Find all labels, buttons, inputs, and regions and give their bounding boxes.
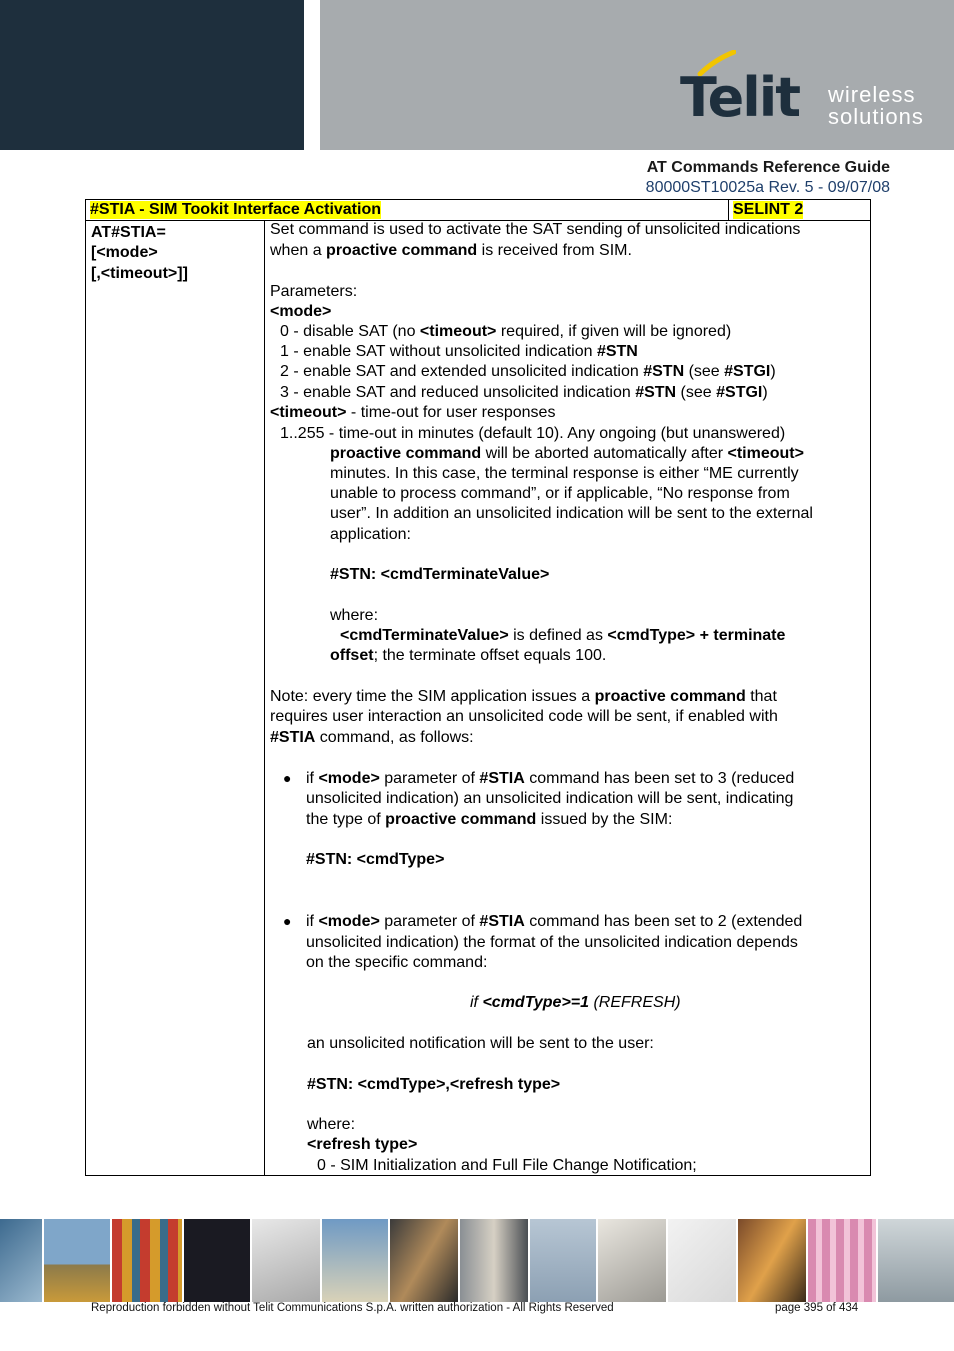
text-line <box>330 646 606 666</box>
text: if <box>470 994 483 1011</box>
text-line <box>280 362 776 382</box>
text: 3 - enable SAT and reduced unsolicited indication <box>280 384 636 401</box>
text: (see <box>676 384 717 401</box>
text: when a <box>270 242 327 259</box>
keyword: proactive command <box>330 445 482 462</box>
photo-tile <box>460 1219 528 1302</box>
param-name: <mode> <box>270 303 332 320</box>
syntax-line: [<mode> <box>91 244 158 262</box>
text-line <box>270 403 555 423</box>
keyword: <mode> <box>318 913 380 930</box>
keyword: #STN <box>596 343 638 360</box>
keyword: #STGI <box>724 363 771 380</box>
photo-tile <box>44 1219 110 1302</box>
text-line: on the specific command: <box>306 954 488 971</box>
text-line <box>306 810 672 830</box>
photo-tile <box>878 1219 954 1302</box>
keyword: <cmdType>=1 <box>482 994 590 1011</box>
text: 0 - disable SAT (no <box>280 323 420 340</box>
text-line: 1..255 - time-out in minutes (default 10). Any ongoing (but unanswered) <box>280 425 786 442</box>
logo-tagline-1: wireless <box>828 82 916 107</box>
command-syntax <box>91 223 188 284</box>
text-line <box>280 383 768 403</box>
header-dark-panel <box>0 0 304 150</box>
text-line <box>270 728 474 748</box>
unsolicited-code: #STN: <cmdType>,<refresh type> <box>307 1076 561 1093</box>
text-line: where: <box>307 1116 356 1133</box>
text-line: requires user interaction an unsolicited code will be sent, if enabled with <box>270 708 778 725</box>
text-line: minutes. In this case, the terminal response is either “ME currently <box>330 465 799 482</box>
text: the type of <box>306 811 386 828</box>
keyword: <mode> <box>318 770 380 787</box>
text: if <box>306 913 319 930</box>
param-name: <timeout> <box>270 404 347 421</box>
keyword: #STIA <box>270 729 316 746</box>
text-line: Parameters: <box>270 283 358 300</box>
photo-tile <box>0 1219 42 1302</box>
text-line <box>330 444 804 464</box>
text: ) <box>762 384 768 401</box>
guide-title: AT Commands Reference Guide <box>646 159 890 176</box>
bullet-icon: ● <box>283 913 292 929</box>
text: parameter of <box>379 770 480 787</box>
text-line <box>280 342 638 362</box>
keyword: offset <box>330 647 374 664</box>
photo-tile <box>184 1219 250 1302</box>
text: command, as follows: <box>315 729 474 746</box>
text-line <box>270 687 777 707</box>
photo-tile <box>252 1219 320 1302</box>
keyword: #STIA <box>479 770 525 787</box>
text: command has been set to 3 (reduced <box>524 770 795 787</box>
text-line: 0 - SIM Initialization and Full File Change Notification; <box>317 1157 697 1174</box>
telit-logo <box>676 50 946 134</box>
text: issued by the SIM: <box>536 811 673 828</box>
photo-tile <box>530 1219 596 1302</box>
column-divider <box>264 221 265 1176</box>
photo-tile <box>808 1219 876 1302</box>
keyword: #STN <box>643 363 685 380</box>
text-line <box>270 241 632 261</box>
keyword: proactive command <box>594 688 746 705</box>
text: is defined as <box>508 627 608 644</box>
text: will be aborted automatically after <box>481 445 728 462</box>
logo-wordmark: Telit <box>680 66 800 129</box>
keyword: <timeout> <box>727 445 804 462</box>
text: command has been set to 2 (extended <box>524 913 803 930</box>
guide-revision: 80000ST10025a Rev. 5 - 09/07/08 <box>645 179 890 196</box>
text: (see <box>684 363 725 380</box>
text-line: unsolicited indication) an unsolicited indication will be sent, indicating <box>306 790 794 807</box>
text-line: an unsolicited notification will be sent to the user: <box>307 1035 654 1052</box>
text: 1 - enable SAT without unsolicited indication <box>280 343 597 360</box>
keyword: <timeout> <box>419 323 497 340</box>
command-title: #STIA - SIM Tookit Interface Activation <box>90 201 381 218</box>
text: required, if given will be ignored) <box>496 323 732 340</box>
text-line <box>306 912 802 932</box>
text-line <box>470 993 681 1013</box>
text-line <box>306 769 794 789</box>
photo-tile <box>738 1219 806 1302</box>
syntax-line: AT#STIA= <box>91 224 166 241</box>
page-number: page 395 of 434 <box>775 1302 859 1314</box>
text: (REFRESH) <box>589 994 681 1011</box>
text: if <box>306 770 319 787</box>
text-line: user”. In addition an unsolicited indication will be sent to the external <box>330 505 813 522</box>
text: Set command is used to activate the SAT sending of unsolicited indications <box>270 221 801 238</box>
photo-tile <box>668 1219 736 1302</box>
keyword: <cmdTerminateValue> <box>340 627 509 644</box>
keyword: #STGI <box>716 384 763 401</box>
text: is received from SIM. <box>477 242 632 259</box>
text: - time-out for user responses <box>346 404 556 421</box>
logo-tagline-2: solutions <box>828 104 924 129</box>
keyword: #STIA <box>479 913 525 930</box>
param-name: <refresh type> <box>307 1136 418 1153</box>
text-line: where: <box>330 607 379 624</box>
text: ; the terminate offset equals 100. <box>373 647 607 664</box>
text-line: application: <box>330 526 411 543</box>
text-line <box>340 626 785 646</box>
unsolicited-code: #STN: <cmdType> <box>306 851 445 868</box>
text: 2 - enable SAT and extended unsolicited indication <box>280 363 644 380</box>
text-line <box>280 322 731 342</box>
keyword: <cmdType> + terminate <box>607 627 786 644</box>
footer-photo-strip <box>0 1219 954 1302</box>
footer-copyright: Reproduction forbidden without Telit Communications S.p.A. written authorization - All Rights Reserved <box>91 1302 614 1314</box>
selint-badge: SELINT 2 <box>733 201 804 218</box>
text: ) <box>770 363 776 380</box>
bullet-icon: ● <box>283 770 292 786</box>
text-line <box>270 220 800 240</box>
keyword: proactive command <box>326 242 478 259</box>
text: Note: every time the SIM application issues a <box>270 688 595 705</box>
text: that <box>745 688 777 705</box>
keyword: proactive command <box>385 811 537 828</box>
unsolicited-code: #STN: <cmdTerminateValue> <box>330 566 550 583</box>
photo-tile <box>598 1219 666 1302</box>
photo-tile <box>390 1219 458 1302</box>
keyword: #STN <box>635 384 677 401</box>
syntax-line: [,<timeout>]] <box>91 264 188 282</box>
text: parameter of <box>379 913 480 930</box>
text-line: unsolicited indication) the format of the unsolicited indication depends <box>306 934 798 951</box>
photo-tile <box>112 1219 182 1302</box>
header-divider <box>728 200 729 221</box>
photo-tile <box>322 1219 388 1302</box>
text-line: unable to process command”, or if applicable, “No response from <box>330 485 790 502</box>
